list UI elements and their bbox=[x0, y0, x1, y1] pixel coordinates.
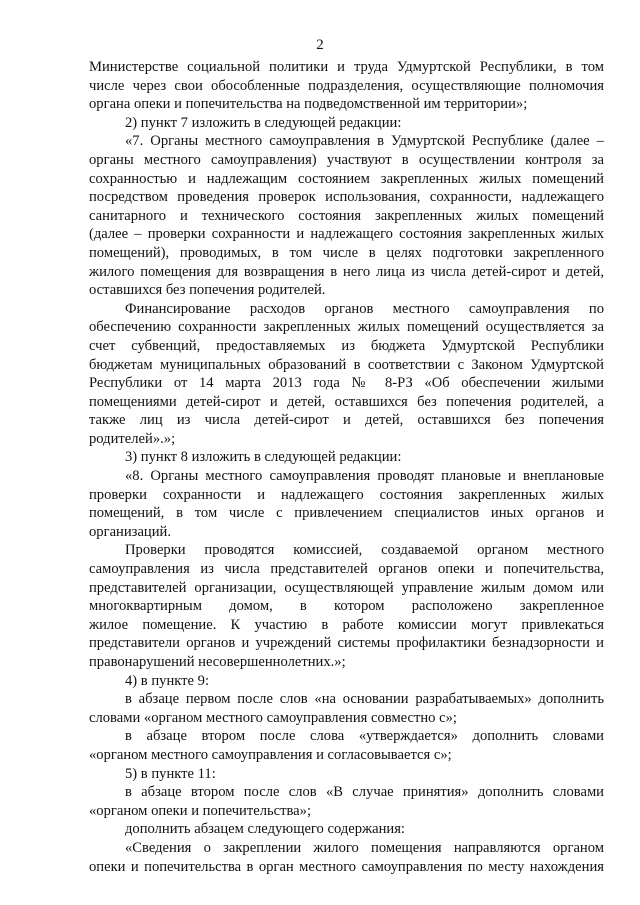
text-line: «Сведения о закреплении жилого помещения направляются органом bbox=[125, 839, 604, 856]
text-line: правонарушений несовершеннолетних.»; bbox=[89, 654, 346, 670]
text-line: жилое помещение. К участию в работе комиссии могут привлекаться bbox=[89, 616, 604, 633]
text-line: самоуправления из числа представителей органов опеки и попечительства, bbox=[89, 561, 604, 578]
text-line: сохранностью и надлежащим состоянием закрепленных жилых помещений bbox=[89, 170, 604, 187]
text-line: Министерстве социальной политики и труда Удмуртской Республики, в том bbox=[89, 59, 604, 75]
text-line: посредством проведения проверок использования, сохранности, надлежащего bbox=[89, 189, 604, 206]
text-line: (далее – проверки сохранности и надлежащего состояния закрепленных жилых bbox=[89, 226, 604, 243]
text-line: органы местного самоуправления) участвуют в осуществлении контроля за bbox=[89, 151, 604, 168]
text-line: 5) в пункте 11: bbox=[125, 765, 216, 782]
text-line: оставшихся без попечения родителей. bbox=[89, 282, 326, 299]
text-line: многоквартирным домом, в котором расположено закрепленное bbox=[89, 598, 604, 615]
text-line: помещений, в том числе с привлечением специалистов иных органов и bbox=[89, 505, 604, 522]
text-line: счет субвенций, предоставляемых из бюджета Удмуртской Республики bbox=[89, 337, 604, 354]
text-line: в абзаце первом после слов «на основании разрабатываемых» дополнить bbox=[125, 691, 604, 708]
text-line: санитарного и технического состояния закрепленных жилых помещений bbox=[89, 207, 604, 224]
text-line: бюджетам муниципальных образований в соответствии с Законом Удмуртской bbox=[89, 356, 604, 373]
text-line: проверки сохранности и надлежащего состояния закрепленных жилых bbox=[89, 486, 604, 503]
text-line: словами «органом местного самоуправления совместно с»; bbox=[89, 709, 457, 726]
text-line: родителей».»; bbox=[89, 430, 176, 447]
text-line: 4) в пункте 9: bbox=[125, 672, 210, 689]
text-line: числе через свои обособленные подразделения, осуществляющие полномочия bbox=[89, 77, 604, 94]
text-line: 3) пункт 8 изложить в следующей редакции: bbox=[125, 449, 402, 466]
text-line: Финансирование расходов органов местного самоуправления по bbox=[125, 300, 604, 317]
text-line: 2) пункт 7 изложить в следующей редакции: bbox=[125, 114, 402, 131]
text-line: Республики от 14 марта 2013 года № 8-РЗ «Об обеспечении жилыми bbox=[89, 375, 604, 392]
text-line: представители органов и учреждений системы профилактики безнадзорности и bbox=[89, 635, 604, 652]
text-line: жилого помещения для возвращения в него лица из числа детей-сирот и детей, bbox=[89, 263, 604, 280]
text-line: помещениями детей-сирот и детей, оставшихся без попечения родителей, а bbox=[89, 393, 604, 410]
text-line: органа опеки и попечительства на подведомственной им территории»; bbox=[89, 96, 528, 113]
text-line: представителей организации, осуществляющей управление жилым домом или bbox=[89, 579, 604, 596]
text-line: помещений), проводимых, в том числе в целях подготовки закрепленного bbox=[89, 244, 604, 261]
text-line: дополнить абзацем следующего содержания: bbox=[125, 821, 405, 838]
text-line: организаций. bbox=[89, 523, 171, 540]
text-line: также лиц из числа детей-сирот и детей, оставшихся без попечения bbox=[89, 412, 604, 429]
text-line: опеки и попечительства в орган местного самоуправления по месту нахождения bbox=[89, 858, 604, 875]
text-line: «органом местного самоуправления и согласовывается с»; bbox=[89, 746, 452, 763]
page-number: 2 bbox=[316, 37, 324, 53]
text-line: в абзаце втором после слов «В случае принятия» дополнить словами bbox=[125, 784, 604, 801]
text-line: «8. Органы местного самоуправления проводят плановые и внеплановые bbox=[125, 468, 604, 485]
text-line: «органом опеки и попечительства»; bbox=[89, 802, 312, 819]
text-line: Проверки проводятся комиссией, создаваемой органом местного bbox=[125, 542, 604, 559]
text-line: обеспечению сохранности закрепленных жилых помещений осуществляется за bbox=[89, 319, 604, 336]
text-line: в абзаце втором после слова «утверждается» дополнить словами bbox=[125, 728, 604, 745]
document-body bbox=[89, 58, 604, 876]
text-line: «7. Органы местного самоуправления в Удмуртской Республике (далее – bbox=[125, 133, 604, 150]
